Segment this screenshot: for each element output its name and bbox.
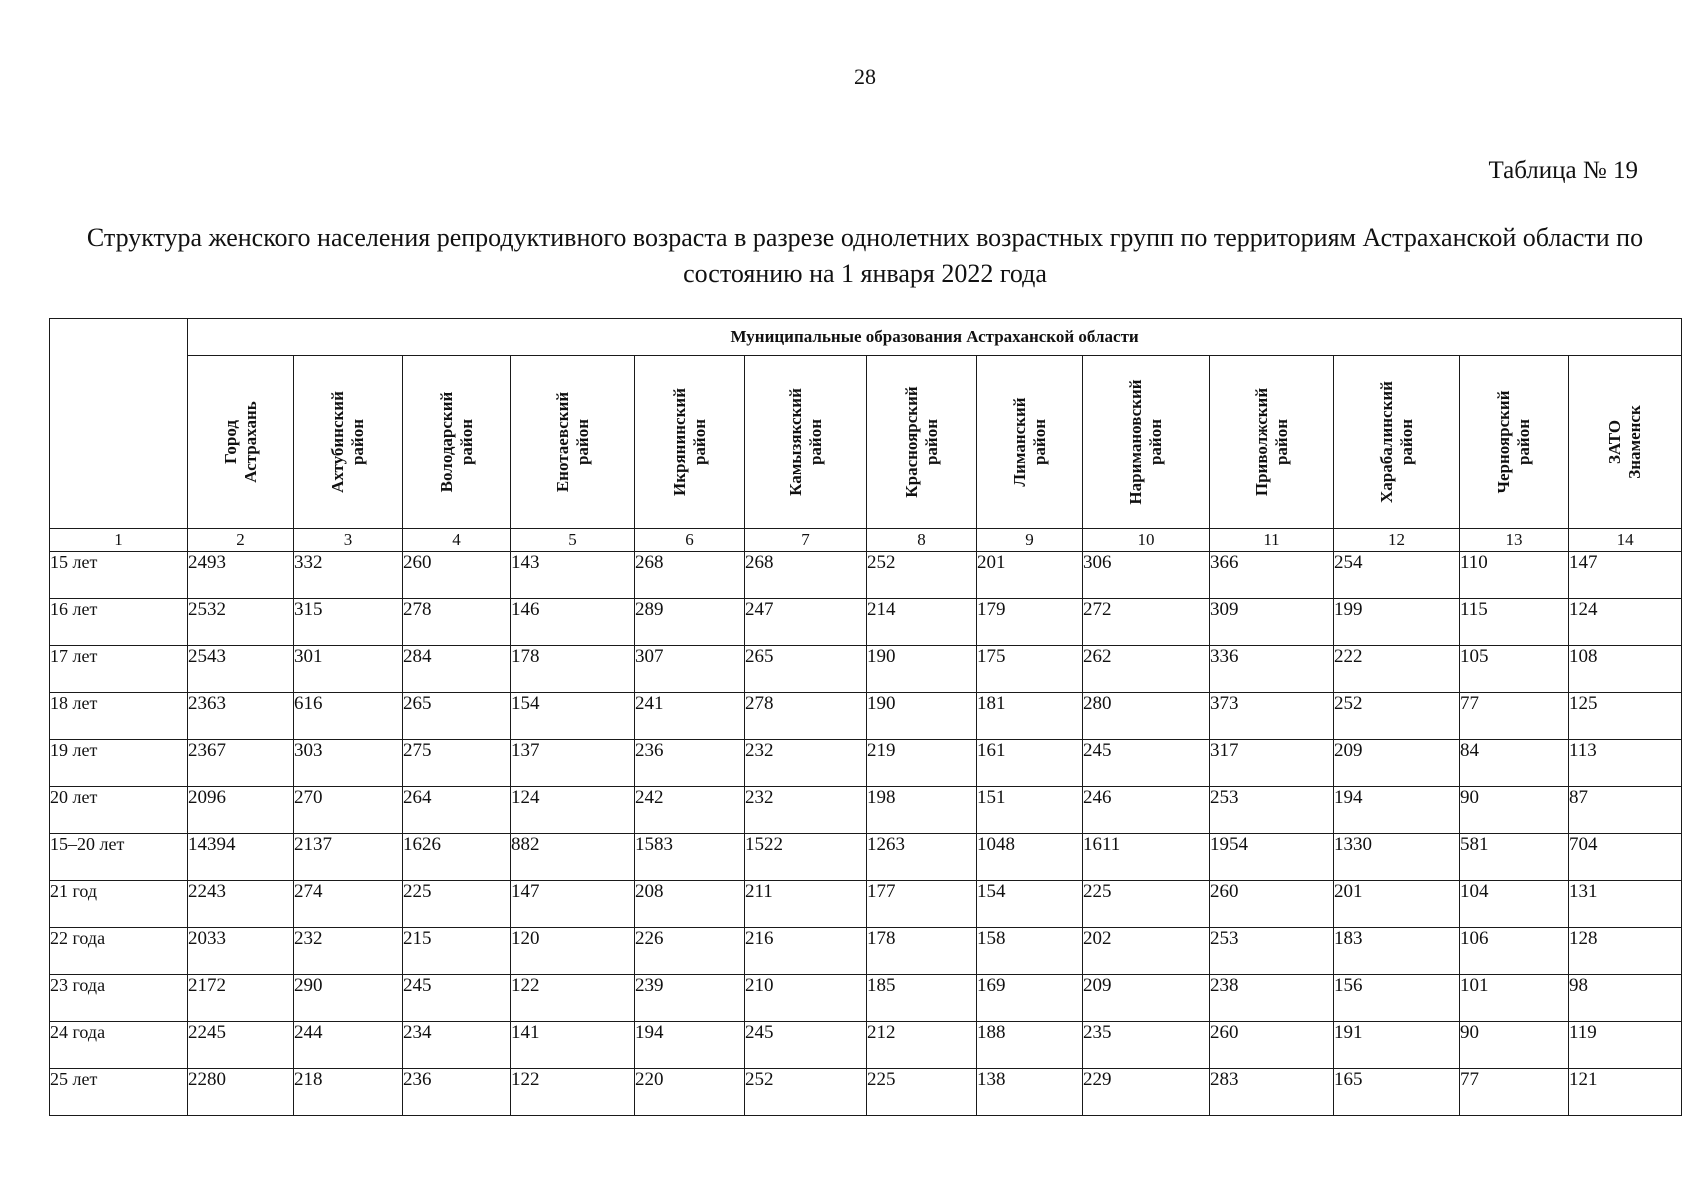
column-header-label: Камызякский район: [785, 388, 825, 496]
table-cell: 235: [1083, 1022, 1210, 1069]
table-cell: 581: [1460, 834, 1569, 881]
table-cell: 260: [403, 552, 511, 599]
table-cell: 1954: [1210, 834, 1334, 881]
table-cell: 216: [745, 928, 867, 975]
table-cell: 246: [1083, 787, 1210, 834]
column-number: 11: [1210, 529, 1334, 552]
table-cell: 115: [1460, 599, 1569, 646]
table-cell: 239: [635, 975, 745, 1022]
column-header: [977, 356, 1083, 529]
table-cell: 124: [511, 787, 635, 834]
table-row: [50, 740, 1682, 787]
table-cell: 90: [1460, 787, 1569, 834]
table-cell: 290: [294, 975, 403, 1022]
table-cell: 260: [1210, 881, 1334, 928]
table-cell: 245: [403, 975, 511, 1022]
row-label: 15 лет: [50, 552, 188, 599]
column-header: [1083, 356, 1210, 529]
row-label: 25 лет: [50, 1069, 188, 1116]
table-cell: 220: [635, 1069, 745, 1116]
table-cell: 260: [1210, 1022, 1334, 1069]
table-cell: 125: [1569, 693, 1682, 740]
table-row: [50, 693, 1682, 740]
row-label: 16 лет: [50, 599, 188, 646]
table-cell: 882: [511, 834, 635, 881]
table-cell: 245: [1083, 740, 1210, 787]
table-cell: 245: [745, 1022, 867, 1069]
table-cell: 234: [403, 1022, 511, 1069]
table-cell: 212: [867, 1022, 977, 1069]
table-row: [50, 646, 1682, 693]
table-cell: 178: [511, 646, 635, 693]
table-cell: 158: [977, 928, 1083, 975]
column-header-row: [50, 356, 1682, 529]
table-cell: 137: [511, 740, 635, 787]
population-table: [49, 318, 1682, 1116]
table-cell: 317: [1210, 740, 1334, 787]
table-cell: 138: [977, 1069, 1083, 1116]
table-cell: 278: [403, 599, 511, 646]
table-cell: 272: [1083, 599, 1210, 646]
table-cell: 254: [1334, 552, 1460, 599]
table-cell: 199: [1334, 599, 1460, 646]
table-cell: 283: [1210, 1069, 1334, 1116]
column-number: 1: [50, 529, 188, 552]
column-header: [635, 356, 745, 529]
table-cell: 156: [1334, 975, 1460, 1022]
table-cell: 198: [867, 787, 977, 834]
table-cell: 2245: [188, 1022, 294, 1069]
table-cell: 284: [403, 646, 511, 693]
table-cell: 262: [1083, 646, 1210, 693]
column-header-label: Приволжский район: [1251, 387, 1291, 497]
column-number: 12: [1334, 529, 1460, 552]
column-header-label: Володарский район: [436, 391, 476, 493]
column-header: [294, 356, 403, 529]
group-header-row: [50, 319, 1682, 356]
table-cell: 265: [403, 693, 511, 740]
table-cell: 2137: [294, 834, 403, 881]
table-cell: 232: [745, 787, 867, 834]
table-cell: 268: [635, 552, 745, 599]
table-cell: 2363: [188, 693, 294, 740]
table-cell: 309: [1210, 599, 1334, 646]
table-cell: 188: [977, 1022, 1083, 1069]
corner-cell: [50, 319, 188, 529]
table-cell: 208: [635, 881, 745, 928]
table-cell: 232: [294, 928, 403, 975]
table-cell: 229: [1083, 1069, 1210, 1116]
table-cell: 242: [635, 787, 745, 834]
table-cell: 211: [745, 881, 867, 928]
table-cell: 154: [511, 693, 635, 740]
table-cell: 2280: [188, 1069, 294, 1116]
table-cell: 616: [294, 693, 403, 740]
table-cell: 169: [977, 975, 1083, 1022]
column-number: 3: [294, 529, 403, 552]
column-header-label: Енотаевский район: [552, 391, 592, 493]
table-cell: 161: [977, 740, 1083, 787]
table-cell: 225: [867, 1069, 977, 1116]
table-cell: 225: [403, 881, 511, 928]
table-cell: 219: [867, 740, 977, 787]
column-header-label: Черноярский район: [1494, 390, 1533, 494]
table-cell: 113: [1569, 740, 1682, 787]
table-cell: 1626: [403, 834, 511, 881]
column-header-label: Ахтубинский район: [328, 391, 367, 493]
table-cell: 303: [294, 740, 403, 787]
table-cell: 332: [294, 552, 403, 599]
table-cell: 185: [867, 975, 977, 1022]
row-label: 17 лет: [50, 646, 188, 693]
table-cell: 194: [1334, 787, 1460, 834]
column-header: [1334, 356, 1460, 529]
table-cell: 218: [294, 1069, 403, 1116]
table-cell: 2033: [188, 928, 294, 975]
table-cell: 225: [1083, 881, 1210, 928]
table-cell: 244: [294, 1022, 403, 1069]
table-cell: 2532: [188, 599, 294, 646]
table-cell: 236: [403, 1069, 511, 1116]
column-header: [1569, 356, 1682, 529]
column-header-label: Наримановский район: [1126, 379, 1165, 505]
table-cell: 1048: [977, 834, 1083, 881]
column-number: 5: [511, 529, 635, 552]
table-cell: 210: [745, 975, 867, 1022]
row-label: 15–20 лет: [50, 834, 188, 881]
table-cell: 104: [1460, 881, 1569, 928]
table-cell: 2243: [188, 881, 294, 928]
table-cell: 194: [635, 1022, 745, 1069]
column-number: 8: [867, 529, 977, 552]
table-cell: 275: [403, 740, 511, 787]
table-cell: 306: [1083, 552, 1210, 599]
table-cell: 147: [511, 881, 635, 928]
column-header-label: Город Астрахань: [220, 401, 260, 483]
column-header-label: Икрянинский район: [669, 388, 709, 496]
table-cell: 77: [1460, 693, 1569, 740]
table-row: [50, 787, 1682, 834]
table-cell: 1583: [635, 834, 745, 881]
table-cell: 253: [1210, 787, 1334, 834]
table-cell: 201: [1334, 881, 1460, 928]
column-number: 4: [403, 529, 511, 552]
table-cell: 252: [1334, 693, 1460, 740]
group-header: Муниципальные образования Астраханской области: [188, 319, 1682, 356]
column-header-label: Харабалинский район: [1376, 381, 1416, 503]
column-header: [403, 356, 511, 529]
table-cell: 280: [1083, 693, 1210, 740]
table-cell: 265: [745, 646, 867, 693]
column-header: [511, 356, 635, 529]
row-label: 18 лет: [50, 693, 188, 740]
table-cell: 274: [294, 881, 403, 928]
table-row: [50, 834, 1682, 881]
row-label: 23 года: [50, 975, 188, 1022]
table-cell: 1611: [1083, 834, 1210, 881]
table-cell: 141: [511, 1022, 635, 1069]
table-cell: 2493: [188, 552, 294, 599]
table-cell: 154: [977, 881, 1083, 928]
row-label: 21 год: [50, 881, 188, 928]
table-cell: 1330: [1334, 834, 1460, 881]
table-cell: 270: [294, 787, 403, 834]
table-cell: 106: [1460, 928, 1569, 975]
table-cell: 307: [635, 646, 745, 693]
table-row: [50, 928, 1682, 975]
column-number-row: [50, 529, 1682, 552]
table-cell: 209: [1083, 975, 1210, 1022]
table-cell: 128: [1569, 928, 1682, 975]
table-cell: 222: [1334, 646, 1460, 693]
table-cell: 264: [403, 787, 511, 834]
table-cell: 151: [977, 787, 1083, 834]
table-cell: 101: [1460, 975, 1569, 1022]
table-row: [50, 1069, 1682, 1116]
column-header: [867, 356, 977, 529]
table-body: [50, 552, 1682, 1116]
table-cell: 232: [745, 740, 867, 787]
table-cell: 301: [294, 646, 403, 693]
table-cell: 98: [1569, 975, 1682, 1022]
document-title: Структура женского населения репродуктивного возраста в разрезе однолетних возрастных групп по территориям Астраханской области по состоянию на 1 января 2022 года: [86, 223, 1644, 288]
table-cell: 241: [635, 693, 745, 740]
column-header-label: Лиманский район: [1009, 397, 1049, 487]
column-number: 6: [635, 529, 745, 552]
table-cell: 122: [511, 1069, 635, 1116]
table-cell: 214: [867, 599, 977, 646]
table-cell: 120: [511, 928, 635, 975]
table-cell: 278: [745, 693, 867, 740]
table-cell: 178: [867, 928, 977, 975]
table-cell: 336: [1210, 646, 1334, 693]
column-number: 13: [1460, 529, 1569, 552]
table-cell: 238: [1210, 975, 1334, 1022]
table-cell: 190: [867, 693, 977, 740]
table-cell: 268: [745, 552, 867, 599]
table-cell: 122: [511, 975, 635, 1022]
table-cell: 183: [1334, 928, 1460, 975]
row-label: 24 года: [50, 1022, 188, 1069]
table-cell: 704: [1569, 834, 1682, 881]
table-cell: 190: [867, 646, 977, 693]
table-cell: 143: [511, 552, 635, 599]
column-number: 14: [1569, 529, 1682, 552]
column-header-label: Красноярский район: [901, 386, 941, 498]
table-cell: 105: [1460, 646, 1569, 693]
table-cell: 121: [1569, 1069, 1682, 1116]
table-cell: 110: [1460, 552, 1569, 599]
table-cell: 315: [294, 599, 403, 646]
table-cell: 90: [1460, 1022, 1569, 1069]
table-cell: 253: [1210, 928, 1334, 975]
table-row: [50, 975, 1682, 1022]
table-cell: 191: [1334, 1022, 1460, 1069]
table-row: [50, 552, 1682, 599]
table-cell: 108: [1569, 646, 1682, 693]
column-number: 9: [977, 529, 1083, 552]
table-cell: 226: [635, 928, 745, 975]
table-cell: 201: [977, 552, 1083, 599]
column-header: [1210, 356, 1334, 529]
row-label: 19 лет: [50, 740, 188, 787]
table-cell: 209: [1334, 740, 1460, 787]
table-cell: 87: [1569, 787, 1682, 834]
table-label: Таблица № 19: [1488, 157, 1638, 184]
table-cell: 147: [1569, 552, 1682, 599]
table-cell: 146: [511, 599, 635, 646]
table-cell: 181: [977, 693, 1083, 740]
table-cell: 366: [1210, 552, 1334, 599]
table-cell: 202: [1083, 928, 1210, 975]
table-row: [50, 1022, 1682, 1069]
column-header: [745, 356, 867, 529]
table-cell: 1263: [867, 834, 977, 881]
table-cell: 131: [1569, 881, 1682, 928]
table-cell: 252: [867, 552, 977, 599]
page-number: 28: [854, 64, 876, 89]
table-cell: 247: [745, 599, 867, 646]
row-label: 22 года: [50, 928, 188, 975]
column-number: 10: [1083, 529, 1210, 552]
table-cell: 77: [1460, 1069, 1569, 1116]
table-cell: 236: [635, 740, 745, 787]
table-cell: 124: [1569, 599, 1682, 646]
table-cell: 84: [1460, 740, 1569, 787]
column-header: [1460, 356, 1569, 529]
table-cell: 215: [403, 928, 511, 975]
table-cell: 289: [635, 599, 745, 646]
table-cell: 14394: [188, 834, 294, 881]
table-cell: 2172: [188, 975, 294, 1022]
table-cell: 1522: [745, 834, 867, 881]
column-number: 7: [745, 529, 867, 552]
column-number: 2: [188, 529, 294, 552]
table-cell: 119: [1569, 1022, 1682, 1069]
table-cell: 2367: [188, 740, 294, 787]
column-header-label: ЗАТО Знаменск: [1605, 405, 1645, 479]
table-cell: 175: [977, 646, 1083, 693]
table-cell: 373: [1210, 693, 1334, 740]
table-row: [50, 881, 1682, 928]
column-header: [188, 356, 294, 529]
table-cell: 177: [867, 881, 977, 928]
row-label: 20 лет: [50, 787, 188, 834]
table-cell: 165: [1334, 1069, 1460, 1116]
table-cell: 179: [977, 599, 1083, 646]
table-cell: 252: [745, 1069, 867, 1116]
table-row: [50, 599, 1682, 646]
table-cell: 2096: [188, 787, 294, 834]
table-cell: 2543: [188, 646, 294, 693]
